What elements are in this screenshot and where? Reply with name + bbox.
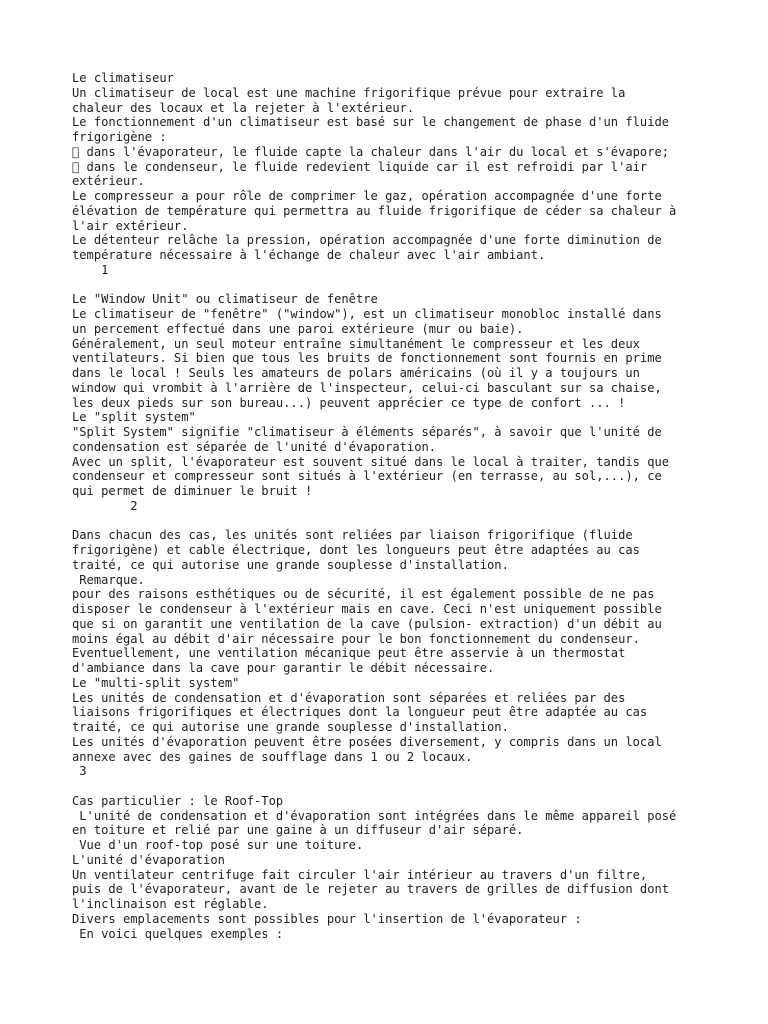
text-line: élévation de température qui permettra au fluide frigorifique de céder sa chaleur à bbox=[72, 203, 677, 218]
text-line: ventilateurs. Si bien que tous les bruits de fonctionnement sont fournis en prime bbox=[72, 351, 662, 366]
section-roof-top bbox=[72, 794, 702, 942]
text-line: moins égal au débit d'air nécessaire pour le bon fonctionnement du condenseur. bbox=[72, 631, 640, 646]
section-title: Cas particulier : le Roof-Top bbox=[72, 793, 284, 808]
text-line: frigorigène) et cable électrique, dont les longueurs peut être adaptées au cas bbox=[72, 543, 640, 557]
section-title: L'unité d'évaporation bbox=[72, 852, 225, 867]
section-climatiseur bbox=[72, 71, 702, 278]
remark-heading: Remarque. bbox=[72, 572, 145, 587]
text-line: l'inclinaison est réglable. bbox=[72, 897, 269, 911]
text-line: disposer le condenseur à l'extérieur mais en cave. Ceci n'est uniquement possible bbox=[72, 602, 662, 616]
section-title: Le "Window Unit" ou climatiseur de fenêtre bbox=[72, 292, 378, 307]
text-line: L'unité de condensation et d'évaporation sont intégrées dans le même appareil posé bbox=[72, 808, 677, 823]
text-line: Le détenteur relâche la pression, opération accompagnée d'une forte diminution de bbox=[72, 233, 662, 248]
text-line: puis de l'évaporateur, avant de le rejeter au travers de grilles de diffusion dont bbox=[72, 882, 670, 897]
text-line: les deux pieds sur son bureau...) peuvent apprécier ce type de confort ... ! bbox=[72, 395, 626, 410]
text-line: Eventuellement, une ventilation mécanique peut être asservie à un thermostat bbox=[72, 646, 626, 661]
text-line: Dans chacun des cas, les unités sont reliées par liaison frigorifique (fluide bbox=[72, 528, 633, 543]
caption-line: Vue d'un roof-top posé sur une toiture. bbox=[72, 838, 364, 852]
bullet-line: dans l'évaporateur, le fluide capte la chaleur dans l'air du local et s'évapore; bbox=[72, 144, 670, 159]
text-line: dans le local ! Seuls les amateurs de polars américains (où il y a toujours un bbox=[72, 366, 640, 380]
text-line: un percement effectué dans une paroi extérieure (mur ou baie). bbox=[72, 321, 524, 336]
text-line: Le climatiseur de "fenêtre" ("window"), est un climatiseur monobloc installé dans bbox=[72, 307, 662, 321]
text-line: Les unités de condensation et d'évaporation sont séparées et reliées par des bbox=[72, 690, 626, 705]
text-line: que si on garantit une ventilation de la cave (pulsion- extraction) d'un débit au bbox=[72, 616, 662, 631]
text-line: liaisons frigorifiques et électriques dont la longueur peut être adaptée au cas bbox=[72, 705, 648, 720]
text-line: Généralement, un seul moteur entraîne simultanément le compresseur et les deux bbox=[72, 336, 640, 351]
text-line: chaleur des locaux et la rejeter à l'extérieur. bbox=[72, 100, 415, 115]
text-line: Le compresseur a pour rôle de comprimer le gaz, opération accompagnée d'une forte bbox=[72, 189, 662, 203]
section-window-unit bbox=[72, 292, 702, 513]
text-line: traité, ce qui autorise une grande souplesse d'installation. bbox=[72, 720, 509, 734]
text-line: condenseur et compresseur sont situés à l'extérieur (en terrasse, au sol,...), ce bbox=[72, 469, 662, 484]
page-number: 2 bbox=[72, 498, 138, 513]
text-line: Le fonctionnement d'un climatiseur est basé sur le changement de phase d'un fluide bbox=[72, 115, 670, 130]
text-line: frigorigène : bbox=[72, 130, 167, 144]
section-title: Le "multi-split system" bbox=[72, 675, 240, 690]
text-line: extérieur. bbox=[72, 174, 145, 189]
text-line: en toiture et relié par une gaine à un diffuseur d'air séparé. bbox=[72, 823, 524, 838]
section-split-details bbox=[72, 528, 702, 779]
blank-line bbox=[72, 514, 702, 529]
text-line: "Split System" signifie "climatiseur à éléments séparés", à savoir que l'unité de bbox=[72, 425, 662, 439]
blank-line bbox=[72, 779, 702, 794]
text-line: pour des raisons esthétiques ou de sécurité, il est également possible de ne pas bbox=[72, 587, 655, 602]
section-title: Le climatiseur bbox=[72, 71, 174, 85]
blank-line bbox=[72, 278, 702, 293]
text-line: traité, ce qui autorise une grande souplesse d'installation. bbox=[72, 557, 509, 572]
text-line: l'air extérieur. bbox=[72, 218, 189, 233]
text-line: Divers emplacements sont possibles pour l'insertion de l'évaporateur : bbox=[72, 911, 582, 926]
text-line: Avec un split, l'évaporateur est souvent situé dans le local à traiter, tandis que bbox=[72, 454, 670, 469]
page-number: 1 bbox=[72, 262, 109, 277]
text-line: annexe avec des gaines de soufflage dans 1 ou 2 locaux. bbox=[72, 749, 473, 764]
section-title: Le "split system" bbox=[72, 410, 196, 425]
text-line: Les unités d'évaporation peuvent être posées diversement, y compris dans un local bbox=[72, 734, 662, 749]
text-line: Un ventilateur centrifuge fait circuler l'air intérieur au travers d'un filtre, bbox=[72, 867, 648, 882]
text-line: température nécessaire à l'échange de chaleur avec l'air ambiant. bbox=[72, 248, 546, 262]
text-line: condensation est séparée de l'unité d'évaporation. bbox=[72, 439, 437, 454]
text-line: qui permet de diminuer le bruit ! bbox=[72, 484, 313, 498]
page-number: 3 bbox=[72, 764, 87, 779]
text-line: Un climatiseur de local est une machine frigorifique prévue pour extraire la bbox=[72, 85, 626, 100]
text-line: window qui vrombit à l'arrière de l'inspecteur, celui-ci basculant sur sa chaise, bbox=[72, 380, 662, 395]
text-line: d'ambiance dans la cave pour garantir le débit nécessaire. bbox=[72, 661, 495, 675]
text-line: En voici quelques exemples : bbox=[72, 926, 284, 941]
bullet-line: dans le condenseur, le fluide redevient liquide car il est refroidi par l'air bbox=[72, 159, 648, 174]
document-page bbox=[72, 71, 702, 941]
